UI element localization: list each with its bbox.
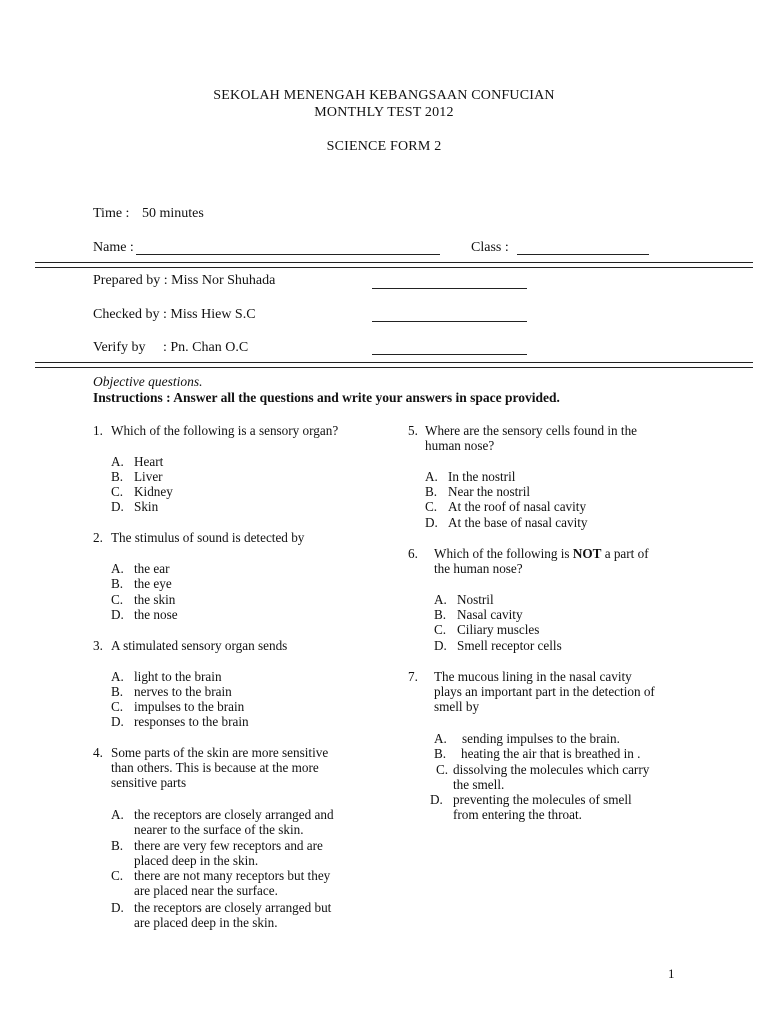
question-number: 4.: [93, 745, 103, 760]
question-text-line-3: smell by: [434, 699, 480, 714]
question-number: 1.: [93, 423, 103, 438]
prepared-by: Prepared by : Miss Nor Shuhada: [93, 273, 276, 288]
verify-label: Verify by: [93, 340, 146, 355]
time-label: Time :: [93, 206, 130, 221]
divider-bottom-2: [35, 367, 753, 368]
question-5: [408, 423, 698, 455]
question-text-line-2: the human nose?: [434, 561, 523, 576]
class-blank[interactable]: [517, 254, 649, 255]
divider-top-1: [35, 262, 753, 263]
question-4: [93, 745, 383, 791]
question-text-line-1: Which of the following is NOT a part of: [434, 546, 649, 561]
instructions: Instructions : Answer all the questions and write your answers in space provided.: [93, 390, 560, 405]
question-number: 5.: [408, 423, 418, 438]
name-blank[interactable]: [136, 254, 440, 255]
question-text: The stimulus of sound is detected by: [111, 530, 305, 545]
question-text: A stimulated sensory organ sends: [111, 638, 288, 653]
question-text-line-1: Where are the sensory cells found in the: [425, 423, 638, 438]
class-label: Class :: [471, 240, 509, 255]
divider-bottom-1: [35, 362, 753, 363]
question-text-line-3: sensitive parts: [111, 775, 187, 790]
time-value: 50 minutes: [142, 206, 204, 221]
checked-signature-blank[interactable]: [372, 321, 527, 322]
divider-top-2: [35, 267, 753, 268]
emphasis-not: NOT: [572, 546, 602, 561]
exam-page: SEKOLAH MENENGAH KEBANGSAAN CONFUCIAN MONTHLY TEST 2012 SCIENCE FORM 2 Time : 50 minutes Name : Class : Prepared by : Miss Nor Shuhada Checked by : Miss Hiew S.C Verify by : Pn. Chan O.C Objective questions. Instructions : Answer all the questions and write your answers in space provided. 1. Which of the following is a sensory organ? A. Heart B. Liver C. Kidney D. Skin 2. The stimulus of sound is detected by A. the ear B. the eye C. the skin D. the nose 3. A stimulated sensory organ sends A. light to the brain B. nerves to the brain C. impulses to the brain D. responses to the brain 4. Some parts of the skin are more sensitive than others. This is because at the more sensitive parts A. the receptors are closely arranged and nearer to the surface of the skin. B. there are very few receptors and are placed deep in the skin. C. there are not many receptors but they are placed near the surface. D. the receptors are closely arranged but are placed deep in the skin. 5. Where are the sensory cells found in the human nose? A. In the nostril B. Near the nostril C. At the roof of nasal cavity D. At the base of nasal cavity 6. Which of the following is NOT a part of the human nose? A. Nostril B. Nasal cavity C. Ciliary muscles D. Smell receptor cells 7. The mucous lining in the nasal cavity plays an important part in the detection of smell by A. sending impulses to the brain. B. heating the air that is breathed in . C. dissolving the molecules which carry the smell. D. preventing the molecules of smell from entering the throat. 1: [0, 0, 768, 1024]
question-text-line-2: plays an important part in the detection of: [434, 684, 655, 699]
question-6: [408, 546, 708, 578]
page-number: 1: [668, 966, 675, 981]
question-text-line-1: The mucous lining in the nasal cavity: [434, 669, 632, 684]
question-number: 2.: [93, 530, 103, 545]
verify-value: : Pn. Chan O.C: [163, 340, 249, 355]
verify-signature-blank[interactable]: [372, 354, 527, 355]
question-7: [408, 669, 708, 715]
checked-by: Checked by : Miss Hiew S.C: [93, 307, 256, 322]
prepared-signature-blank[interactable]: [372, 288, 527, 289]
question-number: 3.: [93, 638, 103, 653]
question-text-line-1: Some parts of the skin are more sensitive: [111, 745, 329, 760]
question-text-line-2: than others. This is because at the more: [111, 760, 319, 775]
question-number: 7.: [408, 669, 418, 684]
question-text: Which of the following is a sensory organ?: [111, 423, 339, 438]
school-name: SEKOLAH MENENGAH KEBANGSAAN CONFUCIAN: [213, 88, 555, 103]
test-title: MONTHLY TEST 2012: [314, 105, 454, 120]
question-text-line-2: human nose?: [425, 438, 495, 453]
name-label: Name :: [93, 240, 134, 255]
question-number: 6.: [408, 546, 418, 561]
section-type: Objective questions.: [93, 374, 203, 389]
subject-title: SCIENCE FORM 2: [326, 139, 442, 154]
